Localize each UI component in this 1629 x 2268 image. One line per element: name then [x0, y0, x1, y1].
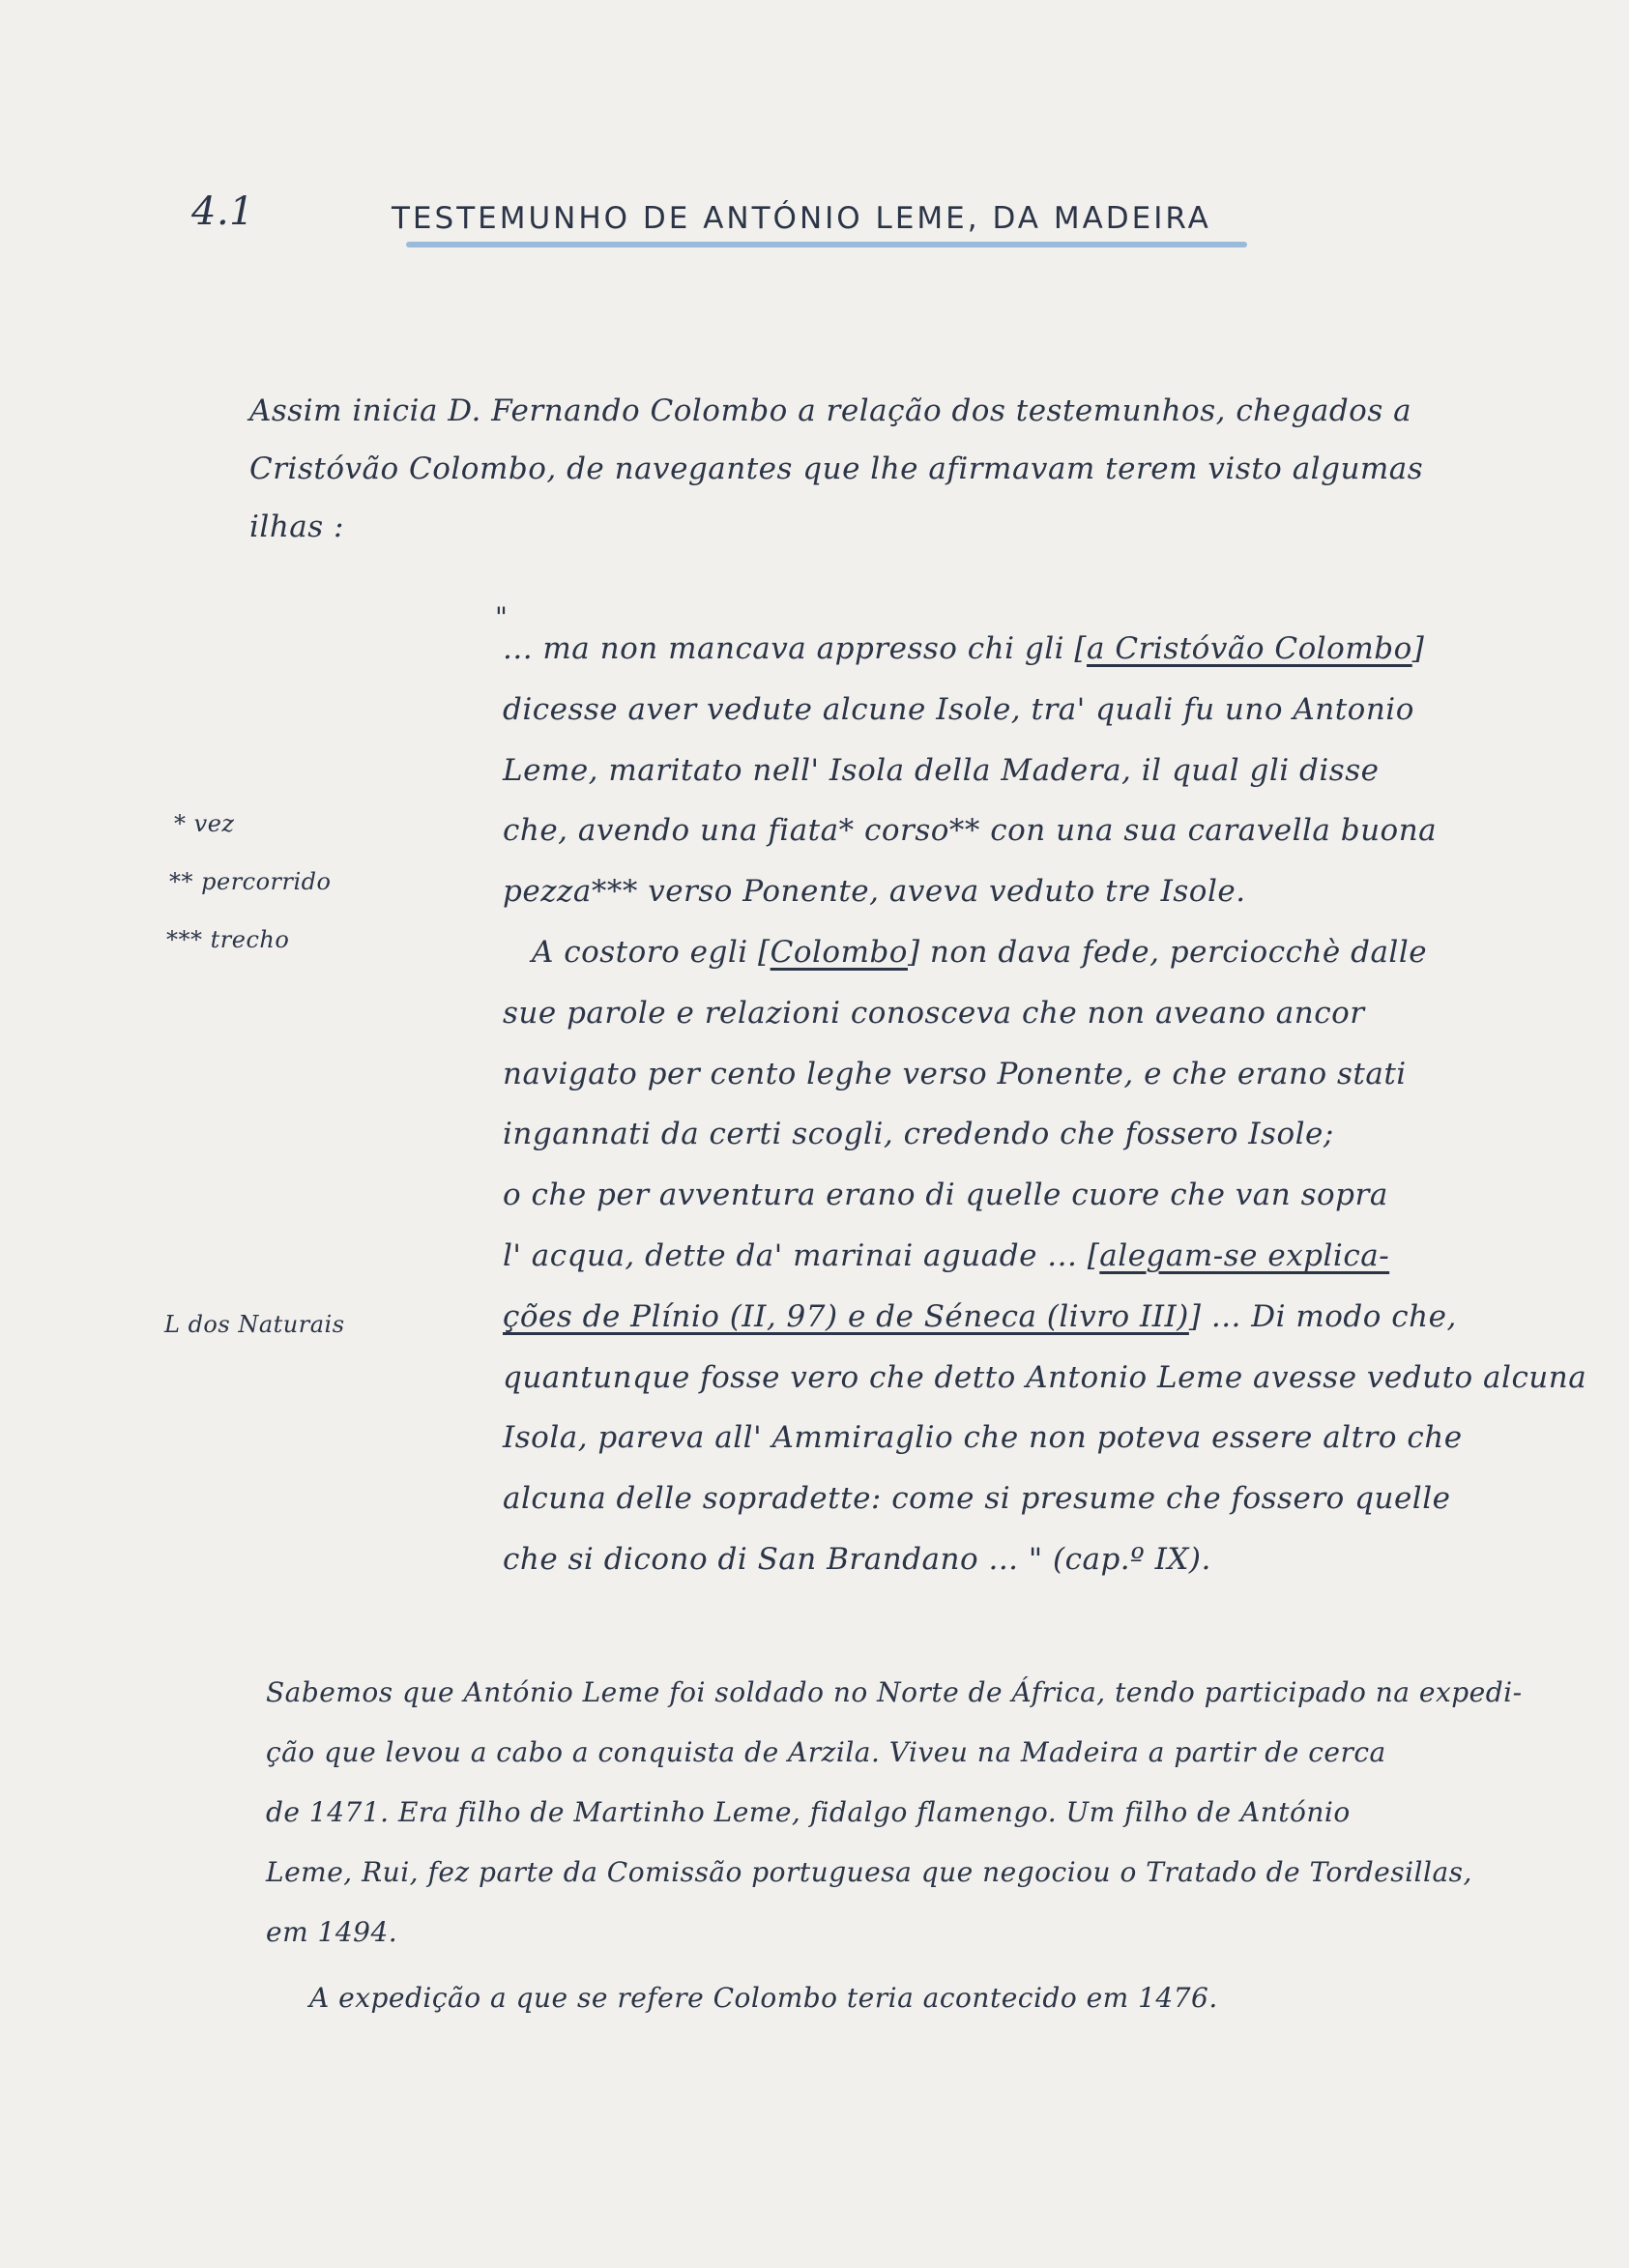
- quote-text: ] non dava fede, perciocchè dalle: [907, 934, 1428, 970]
- closing-line: ção que levou a cabo a conquista de Arzila. Viveu na Madeira a partir de cerca: [266, 1736, 1386, 1768]
- quote-line: pezza*** verso Ponente, aveva veduto tre Isole.: [503, 874, 1246, 910]
- quote-line: sue parole e relazioni conosceva che non aveano ancor: [503, 995, 1365, 1031]
- closing-line: em 1494.: [266, 1916, 398, 1948]
- margin-note: *** trecho: [166, 926, 290, 953]
- margin-note: L dos Naturais: [164, 1311, 345, 1338]
- quote-line: ingannati da certi scogli, credendo che fossero Isole;: [503, 1117, 1334, 1152]
- quote-text: ] ... Di modo che,: [1188, 1298, 1457, 1334]
- quote-line: alcuna delle sopradette: come si presume che fossero quelle: [503, 1481, 1451, 1517]
- quote-underlined: alegam-se explica-: [1099, 1237, 1390, 1273]
- quote-underlined: ções de Plínio (II, 97) e de Séneca (livro III): [503, 1298, 1189, 1334]
- closing-paragraph: [266, 1663, 1581, 2028]
- quote-text: l' acqua, dette da' marinai aguade ... [: [503, 1237, 1100, 1273]
- quoted-passage: [503, 619, 1585, 1590]
- intro-line: ilhas :: [249, 509, 344, 544]
- quote-open-mark: ": [495, 601, 509, 633]
- quote-line: o che per avventura erano di quelle cuore che van sopra: [503, 1178, 1388, 1213]
- page-title: TESTEMUNHO DE ANTÓNIO LEME, DA MADEIRA: [392, 201, 1211, 236]
- quote-line: dicesse aver vedute alcune Isole, tra' quali fu uno Antonio: [503, 691, 1414, 727]
- quote-line: navigato per cento leghe verso Ponente, e che erano stati: [503, 1056, 1407, 1091]
- quote-line: [503, 1226, 1585, 1287]
- quote-line: quantunque fosse vero che detto Antonio Leme avesse veduto alcuna: [503, 1359, 1587, 1395]
- quote-line: che si dicono di San Brandano ... " (cap.º IX).: [503, 1541, 1211, 1577]
- quote-line: [503, 922, 1585, 983]
- quote-text: ]: [1411, 631, 1425, 666]
- margin-note: * vez: [174, 810, 235, 837]
- page-number: 4.1: [191, 189, 255, 234]
- quote-line: che, avendo una fiata* corso** con una sua caravella buona: [503, 813, 1438, 849]
- closing-line: de 1471. Era filho de Martinho Leme, fidalgo flamengo. Um filho de António: [266, 1796, 1351, 1828]
- quote-line: Isola, pareva all' Ammiraglio che non poteva essere altro che: [503, 1420, 1463, 1456]
- intro-paragraph: [249, 382, 1506, 556]
- closing-line: Leme, Rui, fez parte da Comissão portuguesa que negociou o Tratado de Tordesillas,: [266, 1856, 1472, 1888]
- quote-line: [503, 1287, 1585, 1348]
- quote-text: ... ma non mancava appresso chi gli [: [503, 631, 1088, 666]
- closing-line: Sabemos que António Leme foi soldado no Norte de África, tendo participado na expedi-: [266, 1676, 1523, 1708]
- quote-underlined: a Cristóvão Colombo: [1087, 631, 1412, 666]
- quote-line: Leme, maritato nell' Isola della Madera, il qual gli disse: [503, 752, 1380, 788]
- quote-text: A costoro egli [: [532, 934, 771, 970]
- margin-note: ** percorrido: [169, 868, 332, 895]
- quote-underlined: Colombo: [770, 934, 908, 970]
- quote-line: [503, 619, 1585, 680]
- title-underline: [406, 242, 1247, 247]
- intro-line: Assim inicia D. Fernando Colombo a relação dos testemunhos, chegados a: [249, 393, 1412, 428]
- closing-line: A expedição a que se refere Colombo teria acontecido em 1476.: [309, 1982, 1218, 2014]
- intro-line: Cristóvão Colombo, de navegantes que lhe afirmavam terem visto algumas: [249, 451, 1424, 486]
